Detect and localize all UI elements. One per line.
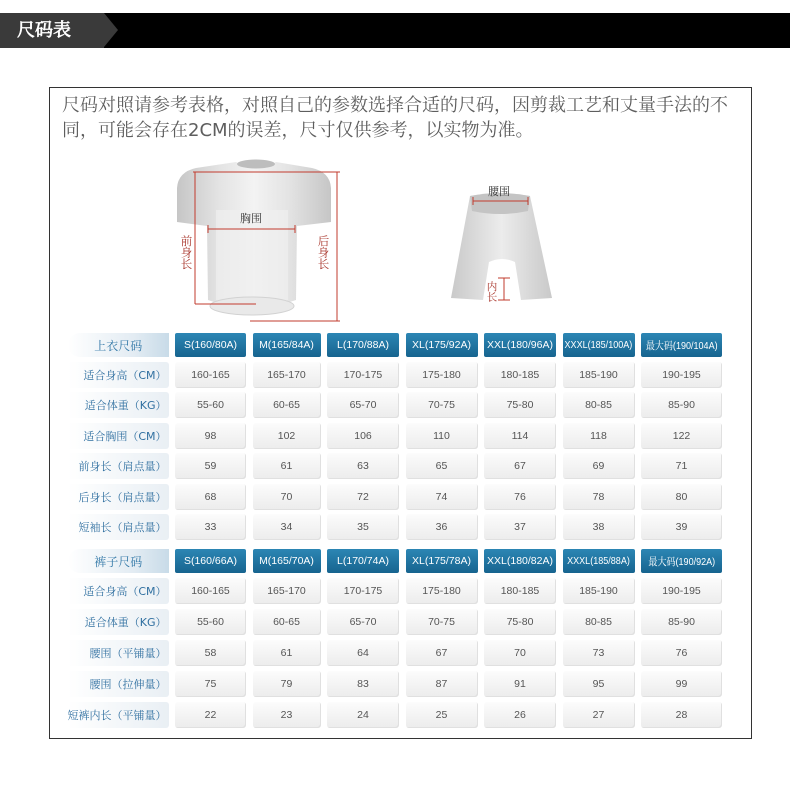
table-cell: 170-175 <box>327 362 399 388</box>
size-header-text: XL(175/78A) <box>412 555 471 567</box>
size-header-text: L(170/74A) <box>337 555 389 567</box>
table-cell: 27 <box>563 702 635 728</box>
size-header-text: XXL(180/82A) <box>487 555 553 567</box>
size-header-cell <box>563 549 635 573</box>
jersey-illustration <box>177 160 331 316</box>
size-header-text: L(170/88A) <box>337 339 389 351</box>
table-cell: 28 <box>641 702 722 728</box>
table-cell: 160-165 <box>175 578 246 604</box>
table-cell: 114 <box>484 423 556 449</box>
table-cell: 36 <box>406 514 478 540</box>
table-cell: 190-195 <box>641 362 722 388</box>
table-cell: 38 <box>563 514 635 540</box>
row-label: 前身长（肩点量） <box>68 453 169 479</box>
table-cell: 165-170 <box>253 362 321 388</box>
row-label: 适合体重（KG） <box>68 609 169 635</box>
table-cell: 67 <box>406 640 478 666</box>
table-cell: 99 <box>641 671 722 697</box>
section-title: 尺码表 <box>0 13 104 48</box>
table-cell: 75-80 <box>484 392 556 418</box>
table-cell: 59 <box>175 453 246 479</box>
size-header-text: 最大码(190/92A) <box>648 555 715 568</box>
table-cell: 87 <box>406 671 478 697</box>
size-header-text: XXXL(185/100A) <box>564 339 633 351</box>
table-title: 上衣尺码 <box>68 333 169 357</box>
chest-label: 胸围 <box>240 212 262 225</box>
table-cell: 70-75 <box>406 609 478 635</box>
table-cell: 180-185 <box>484 362 556 388</box>
top-bar <box>0 13 790 48</box>
size-header-cell <box>641 549 722 573</box>
size-header-cell <box>641 333 722 357</box>
table-cell: 85-90 <box>641 392 722 418</box>
size-header-text: XL(175/92A) <box>412 339 471 351</box>
table-cell: 65 <box>406 453 478 479</box>
size-header-cell <box>175 549 246 573</box>
table-cell: 74 <box>406 484 478 510</box>
table-cell: 60-65 <box>253 392 321 418</box>
table-cell: 122 <box>641 423 722 449</box>
table-cell: 76 <box>484 484 556 510</box>
table-cell: 25 <box>406 702 478 728</box>
table-cell: 95 <box>563 671 635 697</box>
table-cell: 64 <box>327 640 399 666</box>
size-header-cell <box>484 549 556 573</box>
table-cell: 185-190 <box>563 362 635 388</box>
table-cell: 79 <box>253 671 321 697</box>
table-cell: 170-175 <box>327 578 399 604</box>
size-header-cell <box>406 549 478 573</box>
size-header-text: M(165/70A) <box>259 555 314 567</box>
table-cell: 73 <box>563 640 635 666</box>
table-cell: 190-195 <box>641 578 722 604</box>
table-cell: 70 <box>253 484 321 510</box>
table-cell: 75 <box>175 671 246 697</box>
top-size-table <box>68 333 722 540</box>
size-header-cell <box>327 549 399 573</box>
table-cell: 110 <box>406 423 478 449</box>
table-cell: 180-185 <box>484 578 556 604</box>
table-cell: 80-85 <box>563 609 635 635</box>
table-cell: 37 <box>484 514 556 540</box>
table-cell: 22 <box>175 702 246 728</box>
table-cell: 106 <box>327 423 399 449</box>
row-label: 适合体重（KG） <box>68 392 169 418</box>
row-label: 短袖长（肩点量） <box>68 514 169 540</box>
table-cell: 70-75 <box>406 392 478 418</box>
table-cell: 80-85 <box>563 392 635 418</box>
size-header-cell <box>406 333 478 357</box>
table-cell: 76 <box>641 640 722 666</box>
size-header-text: S(160/80A) <box>183 339 238 351</box>
table-cell: 85-90 <box>641 609 722 635</box>
table-cell: 165-170 <box>253 578 321 604</box>
shorts-illustration <box>451 193 552 300</box>
row-label: 短裤内长（平铺量） <box>68 702 169 728</box>
table-cell: 102 <box>253 423 321 449</box>
table-cell: 185-190 <box>563 578 635 604</box>
table-cell: 55-60 <box>175 392 246 418</box>
table-cell: 68 <box>175 484 246 510</box>
table-cell: 63 <box>327 453 399 479</box>
jersey-hem <box>210 297 294 315</box>
table-cell: 70 <box>484 640 556 666</box>
size-header-cell <box>253 549 321 573</box>
table-cell: 26 <box>484 702 556 728</box>
table-cell: 78 <box>563 484 635 510</box>
size-header-cell <box>327 333 399 357</box>
table-cell: 55-60 <box>175 609 246 635</box>
shorts-size-table <box>68 549 722 728</box>
size-header-cell <box>484 333 556 357</box>
jersey-collar <box>237 160 275 169</box>
table-title: 裤子尺码 <box>68 549 169 573</box>
back-length-label: 后身长 <box>316 235 331 270</box>
waist-label: 腰围 <box>488 185 510 198</box>
row-label: 后身长（肩点量） <box>68 484 169 510</box>
table-cell: 39 <box>641 514 722 540</box>
table-cell: 98 <box>175 423 246 449</box>
size-header-text: 最大码(190/104A) <box>645 339 718 352</box>
size-header-text: XXXL(185/88A) <box>567 555 630 567</box>
table-cell: 75-80 <box>484 609 556 635</box>
table-cell: 60-65 <box>253 609 321 635</box>
table-cell: 91 <box>484 671 556 697</box>
row-label: 腰围（拉伸量） <box>68 671 169 697</box>
table-cell: 61 <box>253 640 321 666</box>
row-label: 适合胸围（CM） <box>68 423 169 449</box>
table-cell: 34 <box>253 514 321 540</box>
size-header-cell <box>175 333 246 357</box>
table-cell: 23 <box>253 702 321 728</box>
table-cell: 72 <box>327 484 399 510</box>
row-label: 腰围（平铺量） <box>68 640 169 666</box>
table-cell: 65-70 <box>327 392 399 418</box>
table-cell: 118 <box>563 423 635 449</box>
table-cell: 58 <box>175 640 246 666</box>
table-cell: 33 <box>175 514 246 540</box>
table-cell: 67 <box>484 453 556 479</box>
table-cell: 65-70 <box>327 609 399 635</box>
size-header-text: M(165/84A) <box>259 339 314 351</box>
table-cell: 61 <box>253 453 321 479</box>
size-header-text: XXL(180/96A) <box>487 339 553 351</box>
table-cell: 160-165 <box>175 362 246 388</box>
front-length-label: 前身长 <box>179 235 194 270</box>
intro-note: 尺码对照请参考表格，对照自己的参数选择合适的尺码，因剪裁工艺和丈量手法的不同，可能会存在2CM的误差，尺寸仅供参考，以实物为准。 <box>62 95 728 141</box>
size-header-cell <box>563 333 635 357</box>
table-cell: 175-180 <box>406 578 478 604</box>
garment-diagram <box>160 150 560 330</box>
table-cell: 83 <box>327 671 399 697</box>
inseam-label: 内长 <box>485 281 498 302</box>
size-chart-panel <box>49 87 752 739</box>
size-header-cell <box>253 333 321 357</box>
table-cell: 69 <box>563 453 635 479</box>
row-label: 适合身高（CM） <box>68 362 169 388</box>
row-label: 适合身高（CM） <box>68 578 169 604</box>
table-cell: 175-180 <box>406 362 478 388</box>
table-cell: 24 <box>327 702 399 728</box>
table-cell: 71 <box>641 453 722 479</box>
table-cell: 80 <box>641 484 722 510</box>
table-cell: 35 <box>327 514 399 540</box>
size-header-text: S(160/66A) <box>183 555 238 567</box>
